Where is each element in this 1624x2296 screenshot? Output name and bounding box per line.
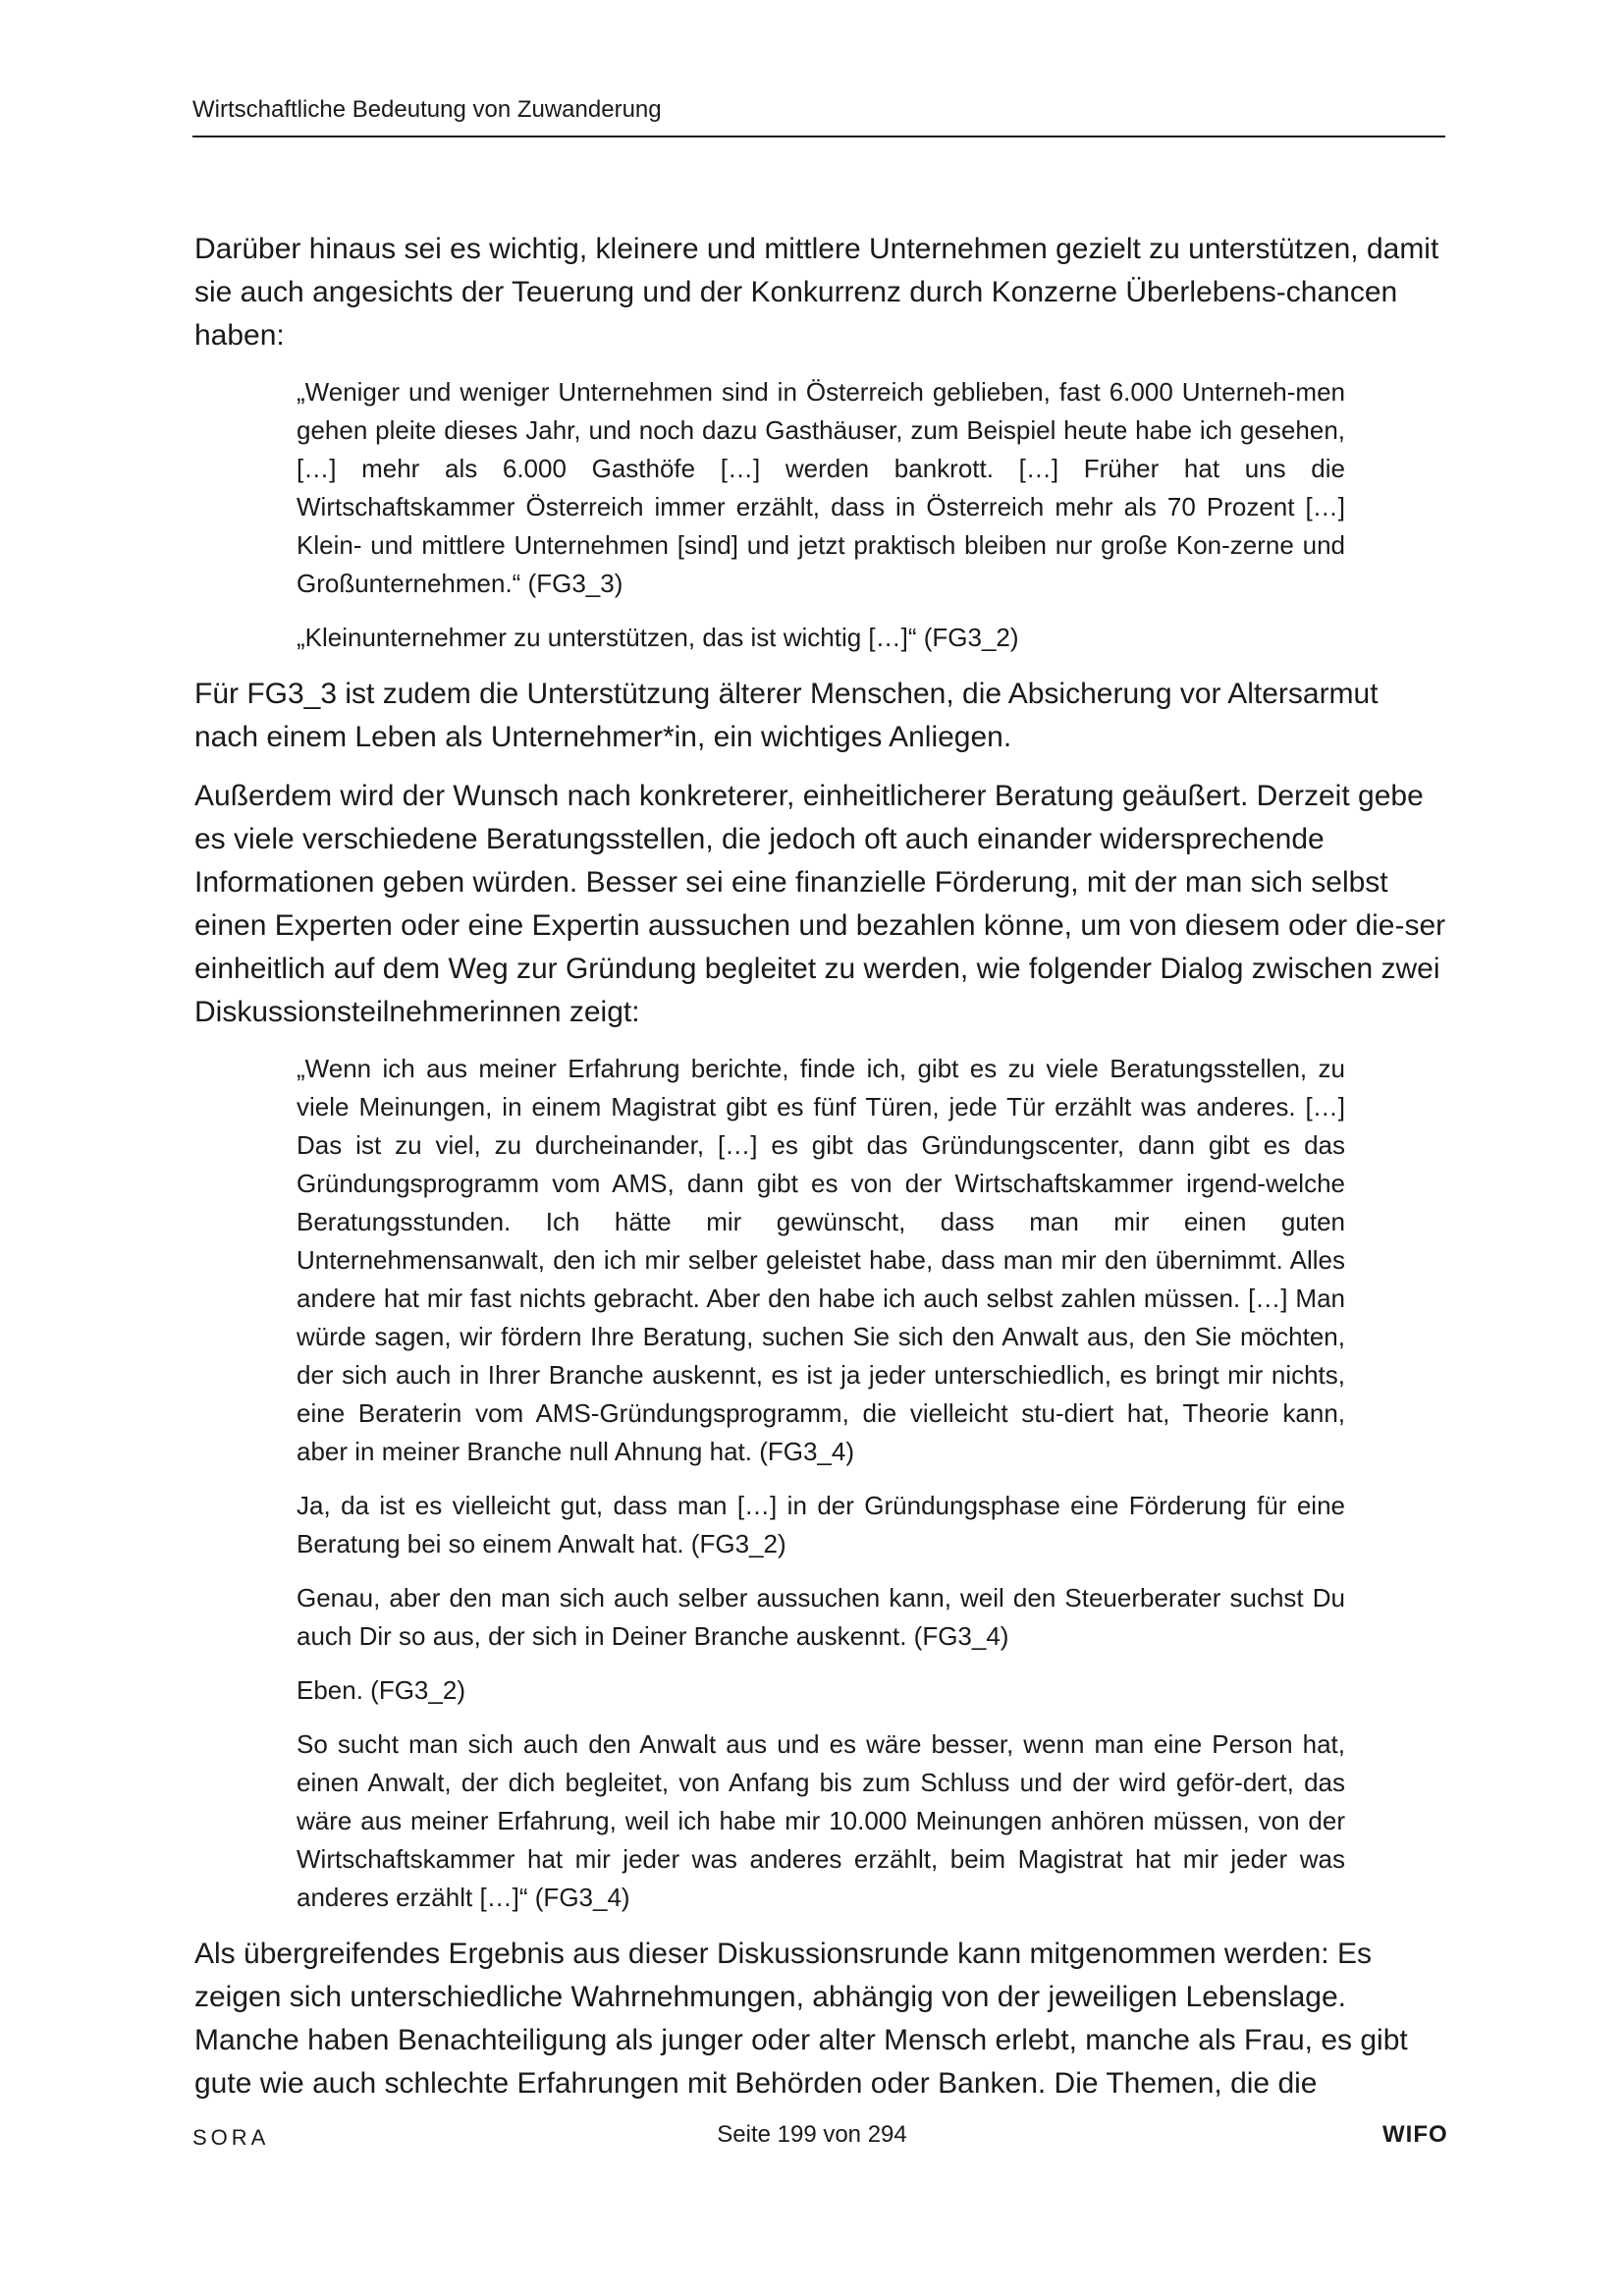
paragraph-advice: Außerdem wird der Wunsch nach konkreterer, einheitlicherer Beratung geäußert. Derzeit gebe es viele verschiedene Beratungsstellen, die jedoch oft auch einander widersprechende Informationen geben würden. Besser sei eine finanzielle Förderung, mit der man sich selbst einen Experten oder eine Expertin aussuchen und bezahlen könne, um von diesem oder die-ser einheitlich auf dem Weg zur Gründung begleitet zu werden, wie folgender Dialog zwischen zwei Diskussionsteilnehmerinnen zeigt: xyxy=(194,780,1446,1028)
footer-wifo-logo: WIFO xyxy=(1382,2121,1448,2148)
dialog-quote-5: So sucht man sich auch den Anwalt aus und es wäre besser, wenn man eine Person hat, einen Anwalt, der dich begleitet, von Anfang bis zum Schluss und der wird geför-dert, das wäre aus meiner Erfahrung, weil ich habe mir 10.000 Meinungen anhören müssen, von der Wirtschaftskammer hat mir jeder was anderes erzählt, beim Magistrat hat mir jeder was anderes erzählt […]“ (FG3_4) xyxy=(297,1729,1345,1912)
footer-page-number: Seite 199 von 294 xyxy=(717,2121,907,2148)
dialog-quote-3: Genau, aber den man sich auch selber aussuchen kann, weil den Steuerberater suchst Du auch Dir so aus, der sich in Deiner Branche auskennt. (FG3_4) xyxy=(297,1583,1345,1651)
header-rule xyxy=(192,136,1445,137)
quote-block-1 xyxy=(297,373,1345,657)
page-header-title: Wirtschaftliche Bedeutung von Zuwanderung xyxy=(192,96,662,123)
footer-sora-logo: SORA xyxy=(192,2125,270,2150)
paragraph-intro: Darüber hinaus sei es wichtig, kleinere und mittlere Unternehmen gezielt zu unterstützen, damit sie auch angesichts der Teuerung und der Konkurrenz durch Konzerne Überlebens-chancen haben: xyxy=(194,233,1439,352)
dialog-quote-2: Ja, da ist es vielleicht gut, dass man […] in der Gründungsphase eine Förderung für eine Beratung bei so einem Anwalt hat. (FG3_2) xyxy=(297,1491,1345,1558)
quote-block-dialog xyxy=(297,1050,1345,1917)
dialog-quote-1: „Wenn ich aus meiner Erfahrung berichte, finde ich, gibt es zu viele Beratungsstellen, zu viele Meinungen, in einem Magistrat gibt es fünf Türen, jede Tür erzählt was anderes. […] Das ist zu viel, zu durcheinander, […] es gibt das Gründungscenter, dann gibt es das Gründungsprogramm vom AMS, dann gibt es von der Wirtschaftskammer irgend-welche Beratungsstunden. Ich hätte mir gewünscht, dass man mir einen guten Unternehmensanwalt, den ich mir selber geleistet habe, dass man mir den übernimmt. Alles andere hat mir fast nichts gebracht. Aber den habe ich auch selbst zahlen müssen. […] Man würde sagen, wir fördern Ihre Beratung, suchen Sie sich den Anwalt aus, den Sie möchten, der sich auch in Ihrer Branche auskennt, es ist ja jeder unterschiedlich, es bringt mir nichts, eine Beraterin vom AMS-Gründungsprogramm, die vielleicht stu-diert hat, Theorie kann, aber in meiner Branche null Ahnung hat. (FG3_4) xyxy=(297,1054,1345,1466)
dialog-quote-4: Eben. (FG3_2) xyxy=(297,1675,465,1705)
paragraph-older-people: Für FG3_3 ist zudem die Unterstützung älterer Menschen, die Absicherung vor Altersarmut nach einem Leben als Unternehmer*in, ein wichtiges Anliegen. xyxy=(194,678,1379,753)
quote-fg3-3: „Weniger und weniger Unternehmen sind in Österreich geblieben, fast 6.000 Unterneh-men gehen pleite dieses Jahr, und noch dazu Gasthäuser, zum Beispiel heute habe ich gesehen, […] mehr als 6.000 Gasthöfe […] werden bankrott. […] Früher hat uns die Wirtschaftskammer Österreich immer erzählt, dass in Österreich mehr als 70 Prozent […] Klein- und mittlere Unternehmen [sind] und jetzt praktisch bleiben nur große Kon-zerne und Großunternehmen.“ (FG3_3) xyxy=(297,377,1345,598)
quote-fg3-2: „Kleinunternehmer zu unterstützen, das ist wichtig […]“ (FG3_2) xyxy=(297,623,1019,652)
body-text xyxy=(194,228,1447,2121)
paragraph-summary: Als übergreifendes Ergebnis aus dieser Diskussionsrunde kann mitgenommen werden: Es zeigen sich unterschiedliche Wahrnehmungen, abhängig von der jeweiligen Lebenslage. Manche haben Benachteiligung als junger oder alter Mensch erlebt, manche als Frau, es gibt gute wie auch schlechte Erfahrungen mit Behörden oder Banken. Die Themen, die die xyxy=(194,1938,1408,2100)
